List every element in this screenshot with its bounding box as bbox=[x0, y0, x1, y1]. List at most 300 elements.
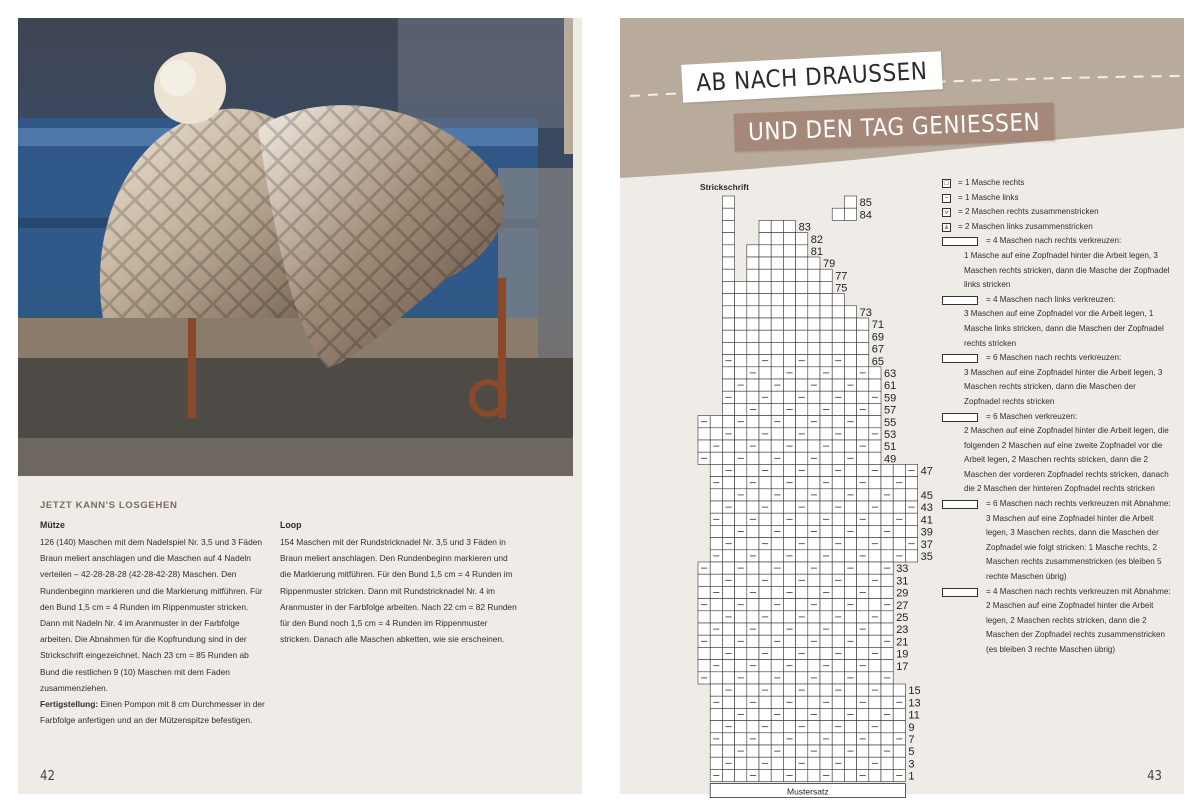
chart-cell bbox=[844, 684, 856, 696]
chart-cell bbox=[759, 635, 771, 647]
chart-cell bbox=[747, 464, 759, 476]
chart-cell bbox=[771, 769, 783, 781]
row-number: 21 bbox=[896, 636, 909, 649]
chart-cell bbox=[783, 318, 795, 330]
chart-cell bbox=[783, 721, 795, 733]
legend-item bbox=[942, 307, 1172, 351]
row-number: 15 bbox=[908, 685, 921, 698]
chart-cell bbox=[820, 379, 832, 391]
chart-cell bbox=[796, 599, 808, 611]
chart-cell bbox=[783, 611, 795, 623]
chart-cell bbox=[771, 501, 783, 513]
chart-cell bbox=[771, 757, 783, 769]
finish-label: Fertigstellung: bbox=[40, 699, 99, 710]
chart-cell bbox=[881, 464, 893, 476]
chart-cell bbox=[722, 562, 734, 574]
chart-cell bbox=[796, 379, 808, 391]
chart-cell bbox=[747, 562, 759, 574]
chart-cell bbox=[869, 379, 881, 391]
chart-cell bbox=[747, 757, 759, 769]
row-number: 39 bbox=[920, 526, 933, 539]
chart-cell bbox=[771, 428, 783, 440]
chart-cell bbox=[783, 538, 795, 550]
chart-cell bbox=[759, 306, 771, 318]
chart-cell bbox=[808, 330, 820, 342]
chart-cell bbox=[869, 489, 881, 501]
chart-cell bbox=[857, 672, 869, 684]
chart-cell bbox=[747, 708, 759, 720]
chart-cell bbox=[844, 403, 856, 415]
chart-cell bbox=[759, 696, 771, 708]
chart-cell bbox=[820, 318, 832, 330]
chart-cell bbox=[832, 513, 844, 525]
chart-cell bbox=[722, 745, 734, 757]
chart-cell bbox=[893, 708, 905, 720]
chart-cell bbox=[759, 367, 771, 379]
chart-cell bbox=[869, 733, 881, 745]
chart-cell bbox=[747, 306, 759, 318]
chart-cell bbox=[808, 367, 820, 379]
chart-cell bbox=[893, 538, 905, 550]
chart-cell bbox=[832, 708, 844, 720]
chart-cell bbox=[820, 538, 832, 550]
chart-cell bbox=[771, 647, 783, 659]
chart-cell bbox=[735, 623, 747, 635]
chart-cell bbox=[735, 586, 747, 598]
chart-cell bbox=[844, 586, 856, 598]
chart-cell bbox=[735, 403, 747, 415]
chart-cell bbox=[857, 757, 869, 769]
chart-cell bbox=[759, 708, 771, 720]
row-number: 7 bbox=[908, 734, 915, 746]
instructions-block bbox=[40, 498, 560, 726]
chart-cell bbox=[796, 525, 808, 537]
row-number: 5 bbox=[908, 746, 915, 759]
row-number: 67 bbox=[871, 343, 885, 356]
chart-cell bbox=[759, 452, 771, 464]
chart-cell bbox=[869, 745, 881, 757]
chart-cell bbox=[783, 684, 795, 696]
chart-cell bbox=[735, 647, 747, 659]
row-number: 3 bbox=[908, 758, 915, 771]
chart-cell bbox=[796, 233, 808, 245]
chart-cell bbox=[893, 464, 905, 476]
chart-cell bbox=[722, 635, 734, 647]
chart-cell bbox=[722, 294, 734, 306]
chart-cell bbox=[808, 586, 820, 598]
legend-item bbox=[942, 220, 1172, 235]
chart-legend bbox=[942, 176, 1172, 658]
chart-label: Strickschrift bbox=[700, 182, 749, 192]
chart-cell bbox=[893, 745, 905, 757]
chart-cell bbox=[771, 245, 783, 257]
chart-cell bbox=[722, 513, 734, 525]
chart-cell bbox=[747, 599, 759, 611]
chart-cell bbox=[783, 562, 795, 574]
chart-cell bbox=[735, 660, 747, 672]
chart-cell bbox=[869, 562, 881, 574]
chart-cell bbox=[857, 562, 869, 574]
left-page bbox=[18, 18, 582, 794]
chart-cell bbox=[747, 574, 759, 586]
row-number: 85 bbox=[859, 197, 872, 210]
chart-cell bbox=[857, 647, 869, 659]
muetze-body: 126 (140) Maschen mit dem Nadelspiel Nr. 3,5 und 3 Fäden Braun meliert anschlagen und die Maschen auf 4 Nadeln verteilen – 42-28-28-28 (42-28-42-28) Maschen. Den Rundenbeginn markieren und die Markierung mitführen. Für den Bund 1,5 cm = 4 Runden im Rippenmuster stricken. Dann mit Nadeln Nr. 4 im Aranmuster in der Farbfolge arbeiten. Die Abnahmen für die Kopfrundung sind in der Strickschrift eingezeichnet. Nach 23 cm = 85 Runden ab Bund die restlichen 9 (10) Maschen mit dem Faden zusammenziehen. bbox=[40, 537, 263, 693]
chart-cell bbox=[783, 489, 795, 501]
row-number: 81 bbox=[810, 246, 824, 258]
chart-cell bbox=[844, 733, 856, 745]
row-number: 65 bbox=[871, 355, 885, 368]
chart-cell bbox=[722, 416, 734, 428]
chart-cell bbox=[722, 257, 734, 269]
chart-cell bbox=[808, 403, 820, 415]
chart-cell bbox=[832, 660, 844, 672]
chart-cell bbox=[722, 525, 734, 537]
chart-cell bbox=[832, 379, 844, 391]
loop-body: 154 Maschen mit der Rundstricknadel Nr. 3,5 und 3 Fäden in Braun meliert anschlagen. Den Rundenbeginn markieren und die Markierung mitführen. Für den Bund 1,5 cm = 4 Runden im Rippenmuster stricken. Dann mit Rundstricknadel Nr. 4 im Aranmuster in der Farbfolge arbeiten. Nach 22 cm = 82 Runden für den Bund noch 1,5 cm = 4 Runden im Rippenmuster stricken. Danach alle Maschen abketten, wie sie erscheinen. bbox=[280, 537, 517, 645]
legend-text: = 1 Masche links bbox=[958, 192, 1019, 202]
legend-text: = 6 Maschen verkreuzen: bbox=[986, 411, 1078, 421]
chart-cell bbox=[771, 733, 783, 745]
chart-cell bbox=[722, 599, 734, 611]
chart-symbol-icon: − bbox=[942, 194, 951, 203]
chart-cell bbox=[747, 452, 759, 464]
chart-cell bbox=[893, 721, 905, 733]
chart-cell bbox=[759, 489, 771, 501]
chart-cell bbox=[722, 233, 734, 245]
chart-cell bbox=[735, 464, 747, 476]
chart-cell bbox=[820, 708, 832, 720]
chart-cell bbox=[747, 745, 759, 757]
chart-cell bbox=[710, 464, 722, 476]
chart-cell bbox=[759, 660, 771, 672]
chart-cell bbox=[783, 294, 795, 306]
chart-cell bbox=[796, 440, 808, 452]
chart-cell bbox=[808, 501, 820, 513]
chart-cell bbox=[881, 757, 893, 769]
chart-cell bbox=[735, 391, 747, 403]
chart-cell bbox=[857, 501, 869, 513]
chart-cell bbox=[783, 257, 795, 269]
chart-cell bbox=[771, 611, 783, 623]
chart-cell bbox=[722, 245, 734, 257]
chart-cell bbox=[735, 477, 747, 489]
chart-cell bbox=[881, 501, 893, 513]
chart-cell bbox=[771, 403, 783, 415]
chart-cell bbox=[844, 428, 856, 440]
chart-cell bbox=[783, 745, 795, 757]
chart-cell bbox=[844, 306, 856, 318]
chart-cell bbox=[857, 611, 869, 623]
chart-cell bbox=[857, 489, 869, 501]
chart-cell bbox=[722, 696, 734, 708]
chart-cell bbox=[808, 281, 820, 293]
chart-cell bbox=[869, 367, 881, 379]
chart-cell bbox=[820, 745, 832, 757]
chart-cell bbox=[820, 489, 832, 501]
chart-cell bbox=[808, 513, 820, 525]
chart-cell bbox=[783, 342, 795, 354]
row-number: 33 bbox=[896, 563, 909, 576]
chart-cell bbox=[759, 294, 771, 306]
chart-cell bbox=[881, 733, 893, 745]
chart-cell bbox=[844, 647, 856, 659]
row-number: 57 bbox=[884, 404, 897, 417]
row-number: 79 bbox=[823, 258, 836, 271]
chart-cell bbox=[722, 330, 734, 342]
chart-cell bbox=[869, 708, 881, 720]
chart-cell bbox=[844, 342, 856, 354]
chart-cell bbox=[832, 440, 844, 452]
chart-cell bbox=[710, 745, 722, 757]
legend-text: 1 Masche auf eine Zopfnadel hinter die Arbeit legen, 3 Maschen rechts stricken, dann die Masche der Zopfnadel links stricken bbox=[964, 250, 1170, 290]
row-number: 35 bbox=[920, 551, 933, 563]
chart-cell bbox=[808, 257, 820, 269]
legend-item bbox=[942, 176, 1172, 191]
row-number: 9 bbox=[908, 721, 915, 734]
chart-cell bbox=[783, 635, 795, 647]
chart-cell bbox=[881, 586, 893, 598]
chart-cell bbox=[783, 306, 795, 318]
loop-column bbox=[280, 518, 518, 647]
chart-cell bbox=[698, 574, 710, 586]
chart-cell bbox=[881, 611, 893, 623]
chart-cell bbox=[771, 306, 783, 318]
legend-text: = 2 Maschen rechts zusammenstricken bbox=[958, 207, 1099, 217]
chart-cell bbox=[796, 294, 808, 306]
chart-cell bbox=[759, 477, 771, 489]
chart-cell bbox=[747, 416, 759, 428]
chart-cell bbox=[844, 769, 856, 781]
chart-cell bbox=[844, 574, 856, 586]
chart-cell bbox=[881, 684, 893, 696]
chart-cell bbox=[905, 525, 917, 537]
chart-cell bbox=[759, 440, 771, 452]
section-heading: JETZT KANN'S LOSGEHEN bbox=[40, 500, 178, 511]
chart-cell bbox=[698, 623, 710, 635]
chart-cell bbox=[710, 647, 722, 659]
chart-footer: Mustersatz bbox=[787, 786, 829, 797]
loop-title: Loop bbox=[280, 520, 302, 530]
chart-cell bbox=[832, 562, 844, 574]
chart-cell bbox=[881, 513, 893, 525]
chart-cell bbox=[820, 721, 832, 733]
chart-cell bbox=[820, 672, 832, 684]
chart-cell bbox=[747, 318, 759, 330]
chart-cell bbox=[735, 342, 747, 354]
legend-item bbox=[942, 424, 1172, 497]
chart-cell bbox=[783, 599, 795, 611]
chart-cell bbox=[820, 635, 832, 647]
chart-cell bbox=[796, 623, 808, 635]
chart-cell bbox=[808, 574, 820, 586]
chart-symbol-icon bbox=[942, 588, 978, 597]
chart-cell bbox=[808, 294, 820, 306]
row-number: 11 bbox=[908, 709, 920, 722]
chart-cell bbox=[747, 525, 759, 537]
chart-cell bbox=[808, 428, 820, 440]
chart-cell bbox=[722, 318, 734, 330]
chart-cell bbox=[832, 403, 844, 415]
chart-cell bbox=[844, 391, 856, 403]
chart-cell bbox=[820, 416, 832, 428]
chart-cell bbox=[844, 501, 856, 513]
chart-cell bbox=[722, 220, 734, 232]
legend-item bbox=[942, 234, 1172, 249]
row-number: 45 bbox=[920, 490, 933, 502]
row-number: 84 bbox=[859, 209, 872, 222]
chart-cell bbox=[722, 586, 734, 598]
chart-cell bbox=[747, 684, 759, 696]
legend-item bbox=[942, 191, 1172, 206]
chart-cell bbox=[796, 245, 808, 257]
chart-cell bbox=[820, 684, 832, 696]
chart-cell bbox=[832, 623, 844, 635]
chart-cell bbox=[820, 391, 832, 403]
chart-cell bbox=[735, 440, 747, 452]
chart-cell bbox=[759, 245, 771, 257]
chart-cell bbox=[869, 696, 881, 708]
legend-text: 2 Maschen auf eine Zopfnadel hinter die Arbeit legen, die folgenden 2 Maschen auf eine zweite Zopfnadel vor die Arbeit legen, 2 Maschen rechts stricken, dann die 2 Maschen der vorderen Zopfnadel rechts stricken, danach die 2 Maschen der hinteren Zopfnadel rechts stricken bbox=[964, 426, 1169, 494]
chart-cell bbox=[783, 233, 795, 245]
chart-cell bbox=[747, 257, 759, 269]
chart-cell bbox=[881, 696, 893, 708]
legend-text: = 2 Maschen links zusammenstricken bbox=[958, 221, 1093, 231]
chart-cell bbox=[698, 660, 710, 672]
chart-cell bbox=[735, 733, 747, 745]
chart-cell bbox=[771, 538, 783, 550]
chart-cell bbox=[820, 464, 832, 476]
chart-cell bbox=[844, 196, 856, 208]
row-number: 17 bbox=[896, 660, 909, 673]
chart-cell bbox=[710, 452, 722, 464]
chart-cell bbox=[771, 257, 783, 269]
chart-cell bbox=[869, 525, 881, 537]
chart-cell bbox=[857, 342, 869, 354]
chart-cell bbox=[710, 635, 722, 647]
chart-cell bbox=[869, 403, 881, 415]
row-number: 59 bbox=[884, 392, 897, 405]
chart-cell bbox=[832, 294, 844, 306]
legend-text: = 1 Masche rechts bbox=[958, 178, 1025, 187]
chart-cell bbox=[869, 599, 881, 611]
legend-text: = 6 Maschen nach rechts verkreuzen mit Abnahme: 3 Maschen auf eine Zopfnadel hinter die Arbeit legen, 3 Maschen rechts, dann die Maschen der Zopfnadel wie folgt stricken: 1 Masche rechts, 2 Maschen rechts zusammenstricken (es bleiben 5 rechte Maschen übrig) bbox=[986, 499, 1171, 582]
chart-cell bbox=[857, 464, 869, 476]
chart-cell bbox=[747, 294, 759, 306]
row-number: 71 bbox=[871, 319, 885, 332]
chart-cell bbox=[735, 367, 747, 379]
chart-cell bbox=[869, 513, 881, 525]
knitting-chart bbox=[620, 168, 940, 797]
chart-cell bbox=[796, 257, 808, 269]
row-number: 73 bbox=[859, 307, 872, 319]
muetze-finish bbox=[40, 696, 268, 728]
chart-cell bbox=[832, 745, 844, 757]
chart-cell bbox=[735, 550, 747, 562]
chart-cell bbox=[710, 599, 722, 611]
chart-cell bbox=[808, 318, 820, 330]
chart-cell bbox=[747, 611, 759, 623]
chart-cell bbox=[759, 550, 771, 562]
row-number: 83 bbox=[798, 221, 811, 234]
chart-cell bbox=[722, 440, 734, 452]
chart-cell bbox=[710, 611, 722, 623]
chart-cell bbox=[771, 586, 783, 598]
chart-cell bbox=[771, 440, 783, 452]
chart-cell bbox=[759, 525, 771, 537]
chart-cell bbox=[747, 269, 759, 281]
chart-cell bbox=[881, 550, 893, 562]
chart-cell bbox=[735, 428, 747, 440]
chart-symbol-icon bbox=[942, 413, 978, 422]
chart-cell bbox=[710, 757, 722, 769]
chart-cell bbox=[783, 269, 795, 281]
chart-cell bbox=[796, 562, 808, 574]
chart-cell bbox=[771, 355, 783, 367]
chart-cell bbox=[857, 391, 869, 403]
chart-cell bbox=[735, 501, 747, 513]
chart-cell bbox=[771, 684, 783, 696]
chart-cell bbox=[747, 281, 759, 293]
chart-cell bbox=[808, 696, 820, 708]
chart-cell bbox=[796, 745, 808, 757]
row-number: 49 bbox=[884, 453, 897, 466]
chart-cell bbox=[796, 513, 808, 525]
chart-cell bbox=[759, 672, 771, 684]
chart-cell bbox=[881, 769, 893, 781]
chart-cell bbox=[844, 721, 856, 733]
title-line-1: AB NACH DRAUSSEN bbox=[681, 51, 942, 103]
chart-grid bbox=[698, 196, 921, 782]
chart-cell bbox=[759, 330, 771, 342]
chart-cell bbox=[722, 769, 734, 781]
chart-cell bbox=[796, 330, 808, 342]
chart-cell bbox=[735, 684, 747, 696]
chart-cell bbox=[820, 330, 832, 342]
chart-cell bbox=[869, 635, 881, 647]
chart-cell bbox=[796, 306, 808, 318]
chart-cell bbox=[771, 660, 783, 672]
chart-cell bbox=[771, 330, 783, 342]
chart-cell bbox=[771, 391, 783, 403]
chart-cell bbox=[820, 562, 832, 574]
chart-cell bbox=[881, 623, 893, 635]
chart-cell bbox=[796, 281, 808, 293]
chart-cell bbox=[747, 538, 759, 550]
legend-item bbox=[942, 249, 1172, 293]
chart-cell bbox=[747, 330, 759, 342]
chart-cell bbox=[844, 477, 856, 489]
chart-cell bbox=[796, 708, 808, 720]
row-number: 13 bbox=[908, 697, 921, 710]
chart-cell bbox=[844, 355, 856, 367]
chart-cell bbox=[808, 342, 820, 354]
chart-cell bbox=[844, 513, 856, 525]
chart-cell bbox=[857, 330, 869, 342]
chart-cell bbox=[820, 599, 832, 611]
chart-cell bbox=[710, 684, 722, 696]
chart-cell bbox=[771, 342, 783, 354]
chart-cell bbox=[735, 318, 747, 330]
row-number: 63 bbox=[884, 368, 897, 380]
chart-cell bbox=[759, 220, 771, 232]
chart-cell bbox=[783, 355, 795, 367]
chart-cell bbox=[771, 233, 783, 245]
chart-cell bbox=[808, 269, 820, 281]
chart-cell bbox=[857, 708, 869, 720]
chart-cell bbox=[808, 477, 820, 489]
chart-cell bbox=[869, 586, 881, 598]
